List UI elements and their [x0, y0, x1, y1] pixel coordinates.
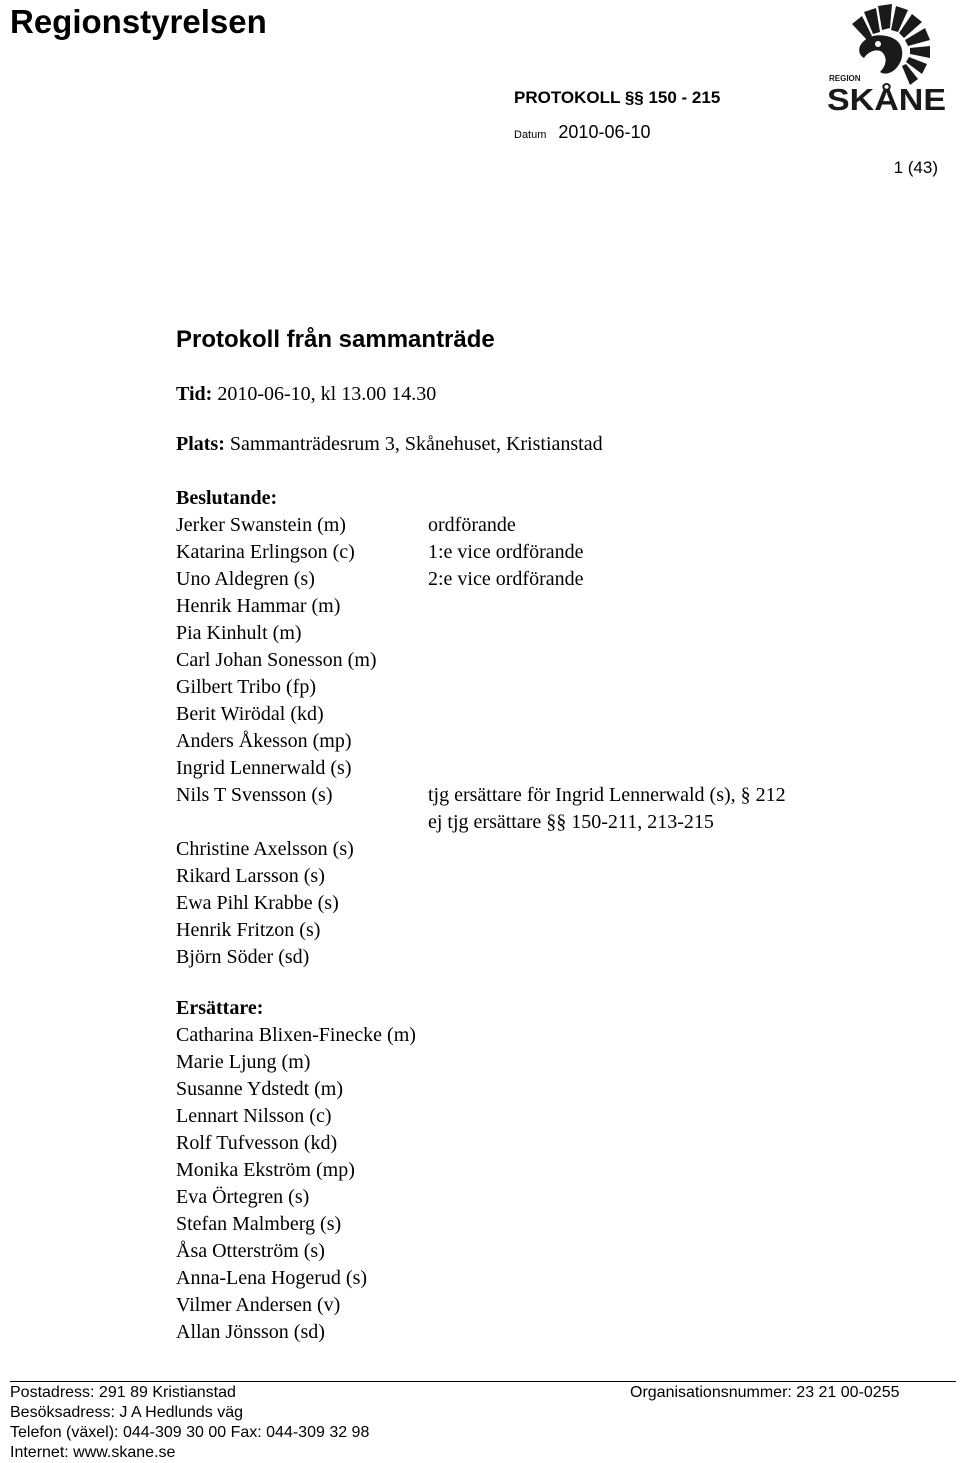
member-role: 2:e vice ordförande	[428, 568, 584, 590]
footer-phone-fax: Telefon (växel): 044-309 30 00 Fax: 044-309 32 98	[10, 1424, 370, 1441]
substitutes-section	[176, 995, 876, 1346]
member-row	[176, 593, 876, 620]
member-name: Rolf Tufvesson (kd)	[176, 1132, 338, 1154]
place-label: Plats:	[176, 433, 225, 455]
member-name: Ingrid Lennerwald (s)	[176, 757, 352, 779]
member-note: ej tjg ersättare §§ 150-211, 213-215	[428, 811, 714, 833]
member-name: Anders Åkesson (mp)	[176, 730, 352, 752]
member-row	[176, 1265, 876, 1292]
footer-org-number: Organisationsnummer: 23 21 00-0255	[630, 1384, 900, 1401]
member-name: Björn Söder (sd)	[176, 946, 310, 968]
member-name: Carl Johan Sonesson (m)	[176, 649, 377, 671]
member-name: Ewa Pihl Krabbe (s)	[176, 892, 339, 914]
decision-makers-heading: Beslutande:	[176, 487, 278, 509]
member-role: tjg ersättare för Ingrid Lennerwald (s), § 212	[428, 784, 786, 806]
member-name: Nils T Svensson (s)	[176, 784, 333, 806]
member-row	[176, 755, 876, 782]
member-role: ordförande	[428, 514, 516, 536]
member-name: Susanne Ydstedt (m)	[176, 1078, 344, 1100]
member-name: Catharina Blixen-Finecke (m)	[176, 1024, 416, 1046]
member-name: Berit Wirödal (kd)	[176, 703, 324, 725]
logo-blade	[910, 46, 930, 58]
member-name: Eva Örtegren (s)	[176, 1186, 310, 1208]
time-value: 2010-06-10, kl 13.00 14.30	[212, 383, 437, 405]
member-name: Uno Aldegren (s)	[176, 568, 315, 590]
member-row	[176, 1184, 876, 1211]
member-name: Henrik Fritzon (s)	[176, 919, 321, 941]
member-name: Christine Axelsson (s)	[176, 838, 354, 860]
member-row	[176, 836, 876, 863]
decision-makers-list	[176, 512, 876, 971]
member-name: Allan Jönsson (sd)	[176, 1321, 325, 1343]
member-row	[176, 1130, 876, 1157]
date-label: Datum	[514, 129, 547, 141]
member-row	[176, 1076, 876, 1103]
logo-name-text: SKÅNE	[827, 82, 946, 112]
member-row	[176, 1238, 876, 1265]
footer-divider	[10, 1381, 956, 1382]
member-name: Jerker Swanstein (m)	[176, 514, 346, 536]
logo-region-text: REGION	[829, 74, 861, 83]
member-row	[176, 1211, 876, 1238]
member-row	[176, 917, 876, 944]
meeting-time	[176, 381, 436, 407]
logo-eye	[875, 41, 881, 47]
region-skane-logo	[826, 2, 948, 112]
time-label: Tid:	[176, 383, 213, 405]
member-row	[176, 1292, 876, 1319]
member-row	[176, 566, 876, 593]
protocol-reference: PROTOKOLL §§ 150 - 215	[514, 88, 721, 107]
member-name: Pia Kinhult (m)	[176, 622, 302, 644]
member-name: Anna-Lena Hogerud (s)	[176, 1267, 368, 1289]
member-row	[176, 944, 876, 971]
member-row	[176, 728, 876, 755]
member-row	[176, 863, 876, 890]
substitutes-list	[176, 1022, 876, 1346]
substitutes-heading: Ersättare:	[176, 997, 264, 1019]
member-row	[176, 701, 876, 728]
footer-visiting-address: Besöksadress: J A Hedlunds väg	[10, 1404, 244, 1421]
meeting-place	[176, 431, 603, 457]
member-name: Åsa Otterström (s)	[176, 1240, 325, 1262]
member-row	[176, 647, 876, 674]
member-name: Katarina Erlingson (c)	[176, 541, 355, 563]
member-name: Vilmer Andersen (v)	[176, 1294, 341, 1316]
member-row	[176, 1022, 876, 1049]
member-row	[176, 1157, 876, 1184]
member-row	[176, 1049, 876, 1076]
member-row	[176, 1319, 876, 1346]
member-name: Marie Ljung (m)	[176, 1051, 311, 1073]
member-name: Rikard Larsson (s)	[176, 865, 325, 887]
decision-makers-section	[176, 485, 876, 971]
date-value: 2010-06-10	[558, 122, 651, 142]
member-name: Stefan Malmberg (s)	[176, 1213, 342, 1235]
logo-griffin	[859, 35, 902, 73]
footer-postal-address: Postadress: 291 89 Kristianstad	[10, 1384, 236, 1401]
page-number: 1 (43)	[893, 158, 938, 177]
footer-internet: Internet: www.skane.se	[10, 1444, 176, 1461]
member-row	[176, 539, 876, 566]
member-row	[176, 782, 876, 836]
member-row	[176, 1103, 876, 1130]
member-name: Henrik Hammar (m)	[176, 595, 341, 617]
member-row	[176, 674, 876, 701]
member-name: Gilbert Tribo (fp)	[176, 676, 316, 698]
member-row	[176, 890, 876, 917]
member-row	[176, 620, 876, 647]
place-value: Sammanträdesrum 3, Skånehuset, Kristianstad	[224, 433, 603, 455]
member-name: Monika Ekström (mp)	[176, 1159, 355, 1181]
member-name: Lennart Nilsson (c)	[176, 1105, 332, 1127]
member-row	[176, 512, 876, 539]
document-heading: Protokoll från sammanträde	[176, 326, 495, 353]
logo-blade	[878, 4, 892, 30]
date-row	[514, 120, 650, 147]
org-title: Regionstyrelsen	[10, 3, 267, 40]
member-role: 1:e vice ordförande	[428, 541, 584, 563]
